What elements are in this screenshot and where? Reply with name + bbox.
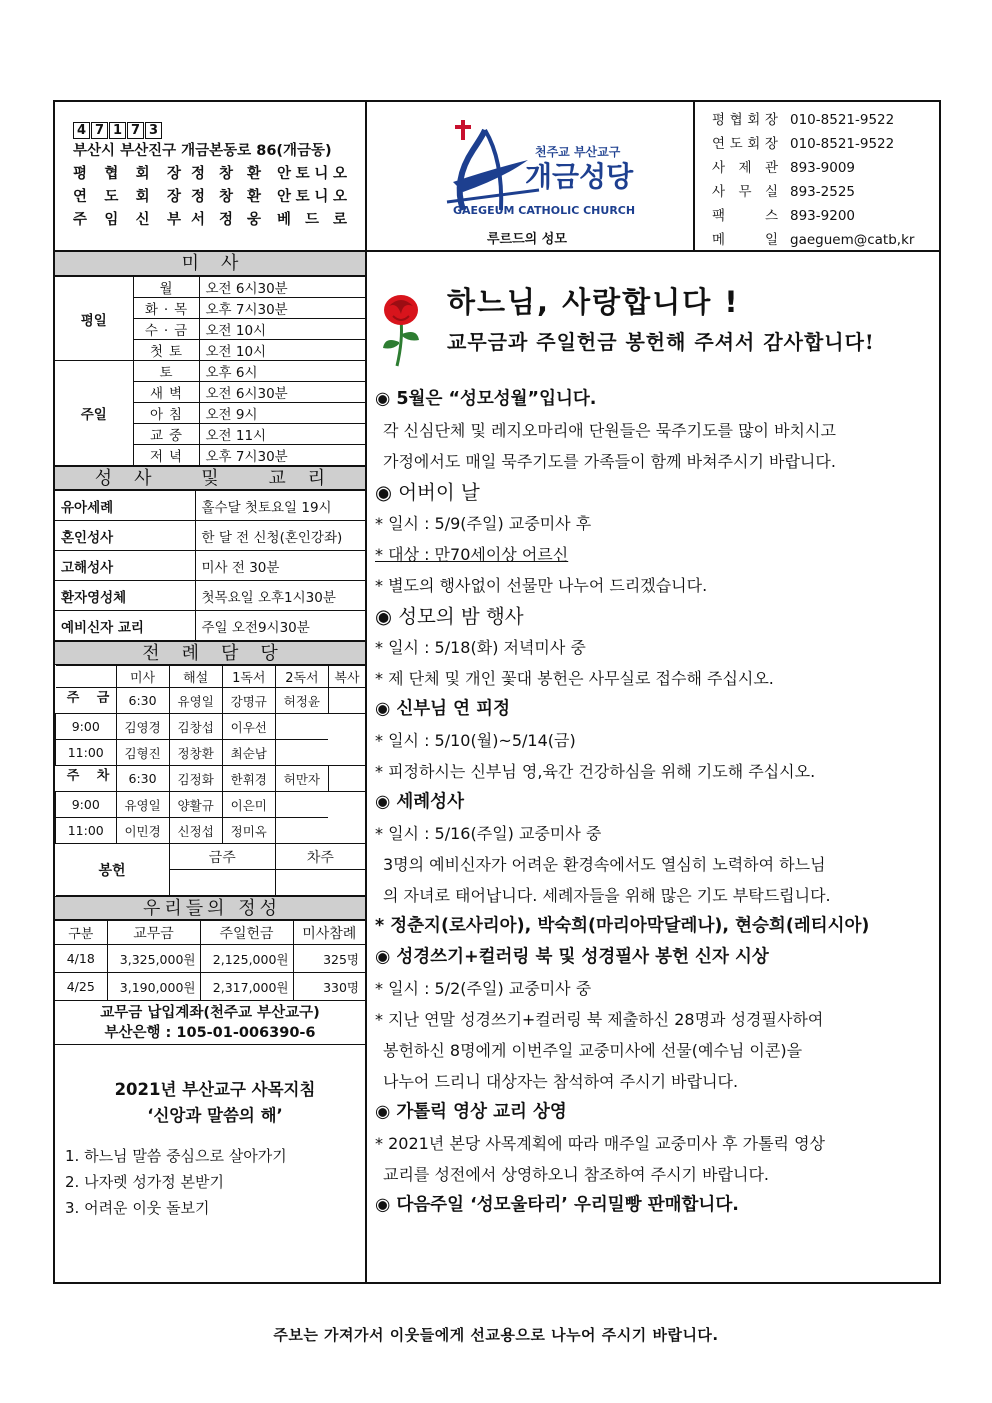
news-line: 각 신심단체 및 레지오마리애 단원들은 묵주기도를 많이 바치시고 [383,421,836,440]
news-line: ◉ 성경쓰기+컬러링 북 및 성경필사 봉헌 신자 시상 [375,947,769,967]
liturgy-cell: 11:00 [56,740,117,766]
sacrament-row [55,491,365,521]
contact-value: 893-9009 [790,160,855,176]
contact-label: 사 제 관 [712,160,778,176]
left-column [55,252,367,1284]
liturgy-week-label: 차주 [56,766,117,792]
sacrament-schedule: 주일 오전9시30분 [195,611,365,641]
flower-this-week-value [169,870,275,896]
church-logo-area [369,102,695,250]
offerings-cell: 330명 [293,973,365,1001]
contact-row [712,108,939,132]
sacrament-name: 유아세례 [55,491,195,521]
sacrament-name: 고해성사 [55,551,195,581]
church-name-en: GAEGEUM CATHOLIC CHURCH [453,204,636,217]
contact-value: 010-8521-9522 [790,136,895,152]
officer-role: 평 협 회 장 [73,166,181,182]
contact-row [712,156,939,180]
liturgy-cell [275,714,328,740]
mass-day: 아침 [133,403,199,424]
news-line: 나누어 드리니 대상자는 참석하여 주시기 바랍니다. [383,1072,739,1091]
liturgy-cell: 신정섭 [169,818,222,844]
offerings-cell: 325명 [293,945,365,973]
patron-label: 루르드의 성모 [487,232,567,247]
officer-role: 연 도 회 장 [73,189,181,205]
liturgy-title: 전례담당 [55,641,365,665]
liturgy-cell: 김형진 [116,740,169,766]
diocese-label: 천주교 부산교구 [535,145,621,159]
contact-value: 893-9200 [790,208,855,224]
sacrament-row [55,581,365,611]
mass-day: 수·금 [133,319,199,340]
liturgy-cell [275,818,328,844]
mass-time: 오후 6시 [199,361,365,382]
offerings-table [55,920,365,1001]
contact-value: 893-2525 [790,184,855,200]
flower-next-week: 차주 [275,844,365,870]
news-line: ◉ 가톨릭 영상 교리 상영 [375,1102,567,1122]
subline: 교무금과 주일헌금 봉헌해 주셔서 감사합니다! [447,330,875,354]
pastoral-list [65,1143,365,1221]
mass-time: 오전 9시 [199,403,365,424]
right-column [369,252,939,1284]
zip-digit: 7 [127,122,144,139]
mass-time: 오전 6시30분 [199,277,365,298]
zip-code [73,122,365,139]
flower-this-week: 금주 [169,844,275,870]
liturgy-header: 1독서 [222,666,275,688]
mass-day: 화·목 [133,298,199,319]
mass-title: 미사 [55,252,365,276]
news-line: ◉ 다음주일 ‘성모울타리’ 우리밀빵 판매합니다. [375,1195,739,1215]
liturgy-cell: 김영경 [116,714,169,740]
offerings-cell: 3,190,000원 [107,973,200,1001]
news-line: 봉헌하신 8명에게 이번주일 교중미사에 선물(예수님 이콘)을 [383,1041,803,1060]
zip-digit: 1 [109,122,126,139]
offerings-header: 구분 [55,921,107,945]
pastoral-title: 2021년 부산교구 사목지침 [114,1080,316,1099]
mass-row [55,361,365,382]
news-line: 교리를 성전에서 상영하오니 참조하여 주시기 바랍니다. [383,1165,770,1184]
liturgy-cell [328,688,365,714]
mass-day: 저녁 [133,445,199,466]
sacrament-row [55,521,365,551]
pastoral-item: 3. 어려운 이웃 돌보기 [65,1199,210,1217]
mass-time: 오후 7시30분 [199,298,365,319]
liturgy-cell: 유영일 [169,688,222,714]
officer-name: 정 창 환 [191,189,261,205]
liturgy-cell: 한휘경 [222,766,275,792]
flower-next-week-value [275,870,365,896]
liturgy-cell: 이우선 [222,714,275,740]
sacrament-name: 예비신자 교리 [55,611,195,641]
contact-row [712,228,939,252]
sacraments-title: 성사 및 교리 [55,466,365,490]
contacts [697,102,939,250]
liturgy-header: 2독서 [275,666,328,688]
liturgy-cell: 6:30 [116,766,169,792]
pastoral-subtitle: ‘신앙과 말씀의 해’ [147,1106,283,1125]
flower-label: 봉헌 [56,844,170,896]
sacrament-schedule: 미사 전 30분 [195,551,365,581]
news-line: * 일시 : 5/16(주일) 교중미사 중 [375,824,602,843]
liturgy-row [56,792,366,818]
officers [73,163,365,232]
officer-baptismal: 안 토 니 오 [277,166,347,182]
rose-icon [377,290,425,368]
news-line: * 별도의 행사없이 선물만 나누어 드리겠습니다. [375,576,708,595]
pastoral-item: 1. 하느님 말씀 중심으로 살아가기 [65,1147,287,1165]
church-name: 개금성당 [525,160,634,193]
offerings-cell: 2,317,000원 [200,973,293,1001]
pastoral-item: 2. 나자렛 성가정 본받기 [65,1173,225,1191]
officer-row [73,186,365,209]
flower-row [56,844,366,870]
sacraments-table [55,490,365,641]
liturgy-cell: 최순남 [222,740,275,766]
offerings-row [55,945,365,973]
contact-value: gaeguem@catb,kr [790,232,915,248]
news-line: 의 자녀로 태어납니다. 세례자들을 위해 많은 기도 부탁드립니다. [383,886,831,905]
news-line: * 지난 연말 성경쓰기+컬러링 북 제출하신 28명과 성경필사하여 [375,1010,824,1029]
news-line: 3명의 예비신자가 어려운 환경속에서도 열심히 노력하여 하느님 [383,855,826,874]
news-line [375,539,935,570]
liturgy-cell [275,740,328,766]
officer-row [73,163,365,186]
mass-day: 첫토 [133,340,199,361]
account-number: 부산은행 : 105-01-006390-6 [104,1025,316,1041]
officer-baptismal: 안 토 니 오 [277,189,347,205]
news-line: * 일시 : 5/10(월)~5/14(금) [375,731,576,750]
header [55,102,939,252]
officer-role: 주 임 신 부 [73,212,181,228]
sacrament-row [55,551,365,581]
news-line: ◉ 어버이 날 [375,481,480,504]
mass-time: 오전 11시 [199,424,365,445]
sacrament-row [55,611,365,641]
sacrament-schedule: 한 달 전 신청(혼인강좌) [195,521,365,551]
contact-label: 사 무 실 [712,184,778,200]
mass-day: 교중 [133,424,199,445]
offerings-cell: 4/18 [55,945,107,973]
mass-group-label: 평일 [55,277,133,361]
liturgy-cell: 9:00 [56,792,117,818]
offerings-cell: 4/25 [55,973,107,1001]
liturgy-row [56,818,366,844]
zip-digit: 7 [91,122,108,139]
officer-baptismal: 베 드 로 [277,212,347,228]
officer-row [73,209,365,232]
contact-label: 팩 스 [712,208,778,224]
mass-day: 월 [133,277,199,298]
liturgy-cell: 이은미 [222,792,275,818]
liturgy-cell: 김창섭 [169,714,222,740]
liturgy-row [56,714,366,740]
news-line: ◉ 성모의 밤 행사 [375,605,524,628]
officer-name: 서 정 웅 [191,212,261,228]
mass-group-label: 주일 [55,361,133,466]
account-title: 교무금 납입계좌(천주교 부산교구) [100,1005,320,1021]
offerings-header: 교무금 [107,921,200,945]
liturgy-cell: 허만자 [275,766,328,792]
zip-digit: 4 [73,122,90,139]
sacrament-name: 혼인성사 [55,521,195,551]
news-line: * 제 단체 및 개인 꽃대 봉헌은 사무실로 접수해 주십시오. [375,669,774,688]
liturgy-cell: 11:00 [56,818,117,844]
liturgy-cell: 허정윤 [275,688,328,714]
address: 부산시 부산진구 개금본동로 86(개금동) [73,143,332,159]
sacrament-name: 환자영성체 [55,581,195,611]
contact-row [712,204,939,228]
mass-time: 오후 7시30분 [199,445,365,466]
sacrament-schedule: 첫목요일 오후1시30분 [195,581,365,611]
liturgy-cell: 강명규 [222,688,275,714]
contact-label: 연 도 회 장 [712,136,778,152]
contact-label: 평 협 회 장 [712,112,778,128]
footer-note: 주보는 가져가서 이웃들에게 선교용으로 나누어 주시기 바랍니다. [273,1326,719,1344]
headline: 하느님, 사랑합니다 ! [447,285,740,319]
news-line: * 정춘지(로사리아), 박숙희(마리아막달레나), 현승희(레티시아) [375,916,870,936]
contact-value: 010-8521-9522 [790,112,895,128]
liturgy-cell: 정창환 [169,740,222,766]
offerings-cell: 2,125,000원 [200,945,293,973]
church-logo [433,120,643,220]
liturgy-cell: 양활규 [169,792,222,818]
mass-table [55,276,365,466]
liturgy-cell: 9:00 [56,714,117,740]
news-list [375,384,935,1221]
mass-time: 오전 10시 [199,340,365,361]
mass-time: 오전 6시30분 [199,382,365,403]
news-line: * 피정하시는 신부님 영,육간 건강하심을 위해 기도해 주십시오. [375,762,816,781]
liturgy-header: 미사 [116,666,169,688]
contact-row [712,132,939,156]
liturgy-week-label: 금주 [56,688,117,714]
liturgy-header: 해설 [169,666,222,688]
mass-time: 오전 10시 [199,319,365,340]
news-underlined: * 대상 : 만70세이상 어르신 [375,545,569,564]
news-line: ◉ 세례성사 [375,792,464,812]
news-line: * 일시 : 5/2(주일) 교중미사 중 [375,979,592,998]
liturgy-cell: 김정화 [169,766,222,792]
contact-row [712,180,939,204]
liturgy-corner [56,666,117,688]
liturgy-cell: 이민경 [116,818,169,844]
mass-day: 토 [133,361,199,382]
liturgy-row [56,740,366,766]
liturgy-cell: 유영일 [116,792,169,818]
offerings-cell: 3,325,000원 [107,945,200,973]
liturgy-cell [275,792,328,818]
news-line: ◉ 신부님 연 피정 [375,699,510,719]
liturgy-header-row [56,666,366,688]
news-line: ◉ 5월은 “성모성월”입니다. [375,389,597,409]
offerings-row [55,973,365,1001]
bulletin-page [53,100,941,1284]
liturgy-row [56,766,366,792]
liturgy-cell: 6:30 [116,688,169,714]
liturgy-cell: 정미옥 [222,818,275,844]
news-line: * 일시 : 5/9(주일) 교중미사 후 [375,514,592,533]
parish-info [55,102,367,250]
contact-label: 메 일 [712,232,778,248]
bank-account [55,1001,365,1045]
news-line: * 2021년 본당 사목계획에 따라 매주일 교중미사 후 가톨릭 영상 [375,1134,825,1153]
sacrament-schedule: 홀수달 첫토요일 19시 [195,491,365,521]
zip-digit: 3 [145,122,162,139]
liturgy-header: 복사 [328,666,365,688]
mass-day: 새벽 [133,382,199,403]
news-line: * 일시 : 5/18(화) 저녁미사 중 [375,638,586,657]
liturgy-table [55,665,365,896]
offerings-header: 미사참례 [293,921,365,945]
news-line: 가정에서도 매일 묵주기도를 가족들이 함께 바쳐주시기 바랍니다. [383,452,836,471]
pastoral-guideline [55,1045,365,1221]
offerings-header: 주일헌금 [200,921,293,945]
officer-name: 정 창 환 [191,166,261,182]
mass-row [55,277,365,298]
offerings-header-row [55,921,365,945]
liturgy-cell [328,766,365,792]
liturgy-row [56,688,366,714]
offerings-title: 우리들의 정성 [55,896,365,920]
